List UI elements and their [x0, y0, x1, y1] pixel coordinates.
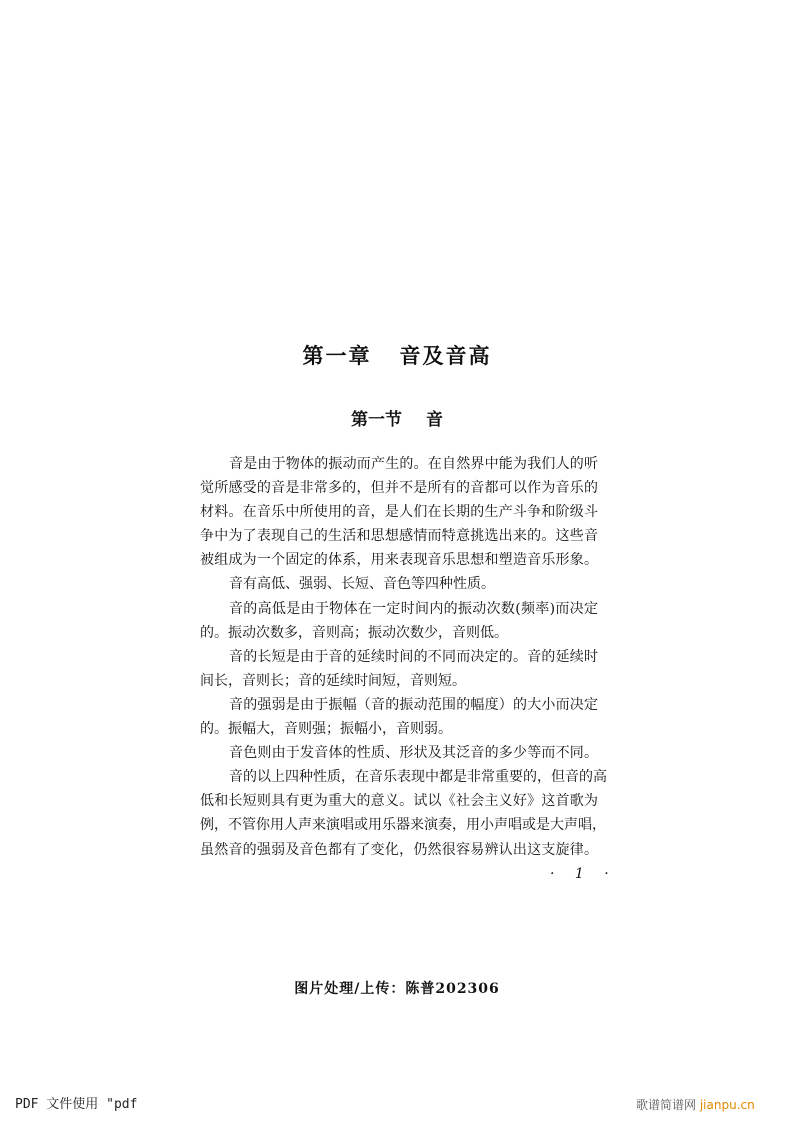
- text-line: 音是由于物体的振动而产生的。在自然界中能为我们人的听: [229, 456, 598, 472]
- chapter-label: 第一章: [302, 344, 372, 368]
- text-line: 低和长短则具有更为重大的意义。试以《社会主义好》这首歌为: [200, 793, 598, 810]
- text-line: 被组成为一个固定的体系，用来表现音乐思想和塑造音乐形象。: [200, 552, 598, 569]
- watermark-name: 歌谱简谱网: [636, 1098, 697, 1112]
- watermark: [636, 1096, 755, 1113]
- chapter-name: 音及音高: [399, 344, 492, 368]
- text-line: 间长，音则长；音的延续时间短，音则短。: [200, 672, 466, 689]
- text-line: 觉所感受的音是非常多的，但并不是所有的音都可以作为音乐的: [200, 480, 598, 497]
- pdf-footer-note: PDF 文件使用 "pdf: [15, 1097, 138, 1112]
- chapter-title: [0, 340, 794, 370]
- section-title: [0, 405, 794, 430]
- text-line: 音有高低、强弱、长短、音色等四种性质。: [229, 576, 495, 593]
- page-number: · 1 ·: [550, 866, 617, 882]
- text-line: 虽然音的强弱及音色都有了变化，仍然很容易辨认出这支旋律。: [200, 841, 598, 858]
- section-name: 音: [426, 410, 443, 430]
- text-line: 争中为了表现自己的生活和思想感情而特意挑选出来的。这些音: [200, 528, 598, 545]
- text-line: 材料。在音乐中所使用的音，是人们在长期的生产斗争和阶级斗: [200, 504, 598, 521]
- text-line: 音的以上四种性质，在音乐表现中都是非常重要的，但音的高: [229, 769, 607, 786]
- text-line: 音色则由于发音体的性质、形状及其泛音的多少等而不同。: [229, 745, 598, 762]
- section-label: 第一节: [351, 410, 402, 430]
- text-line: 音的强弱是由于振幅（音的振动范围的幅度）的大小而决定: [229, 696, 598, 713]
- text-line: 音的长短是由于音的延续时间的不同而决定的。音的延续时: [229, 648, 598, 665]
- watermark-domain: jianpu.cn: [699, 1098, 755, 1112]
- text-line: 音的高低是由于物体在一定时间内的振动次数(频率)而决定: [229, 600, 598, 617]
- body-text: [200, 452, 607, 862]
- text-line: 的。振动次数多，音则高；振动次数少，音则低。: [200, 624, 508, 641]
- text-line: 的。振幅大，音则强；振幅小，音则弱。: [200, 721, 452, 738]
- upload-credit: 图片处理/上传：陈普202306: [294, 981, 500, 997]
- text-line: 例，不管你用人声来演唱或用乐器来演奏，用小声唱或是大声唱，: [200, 817, 606, 834]
